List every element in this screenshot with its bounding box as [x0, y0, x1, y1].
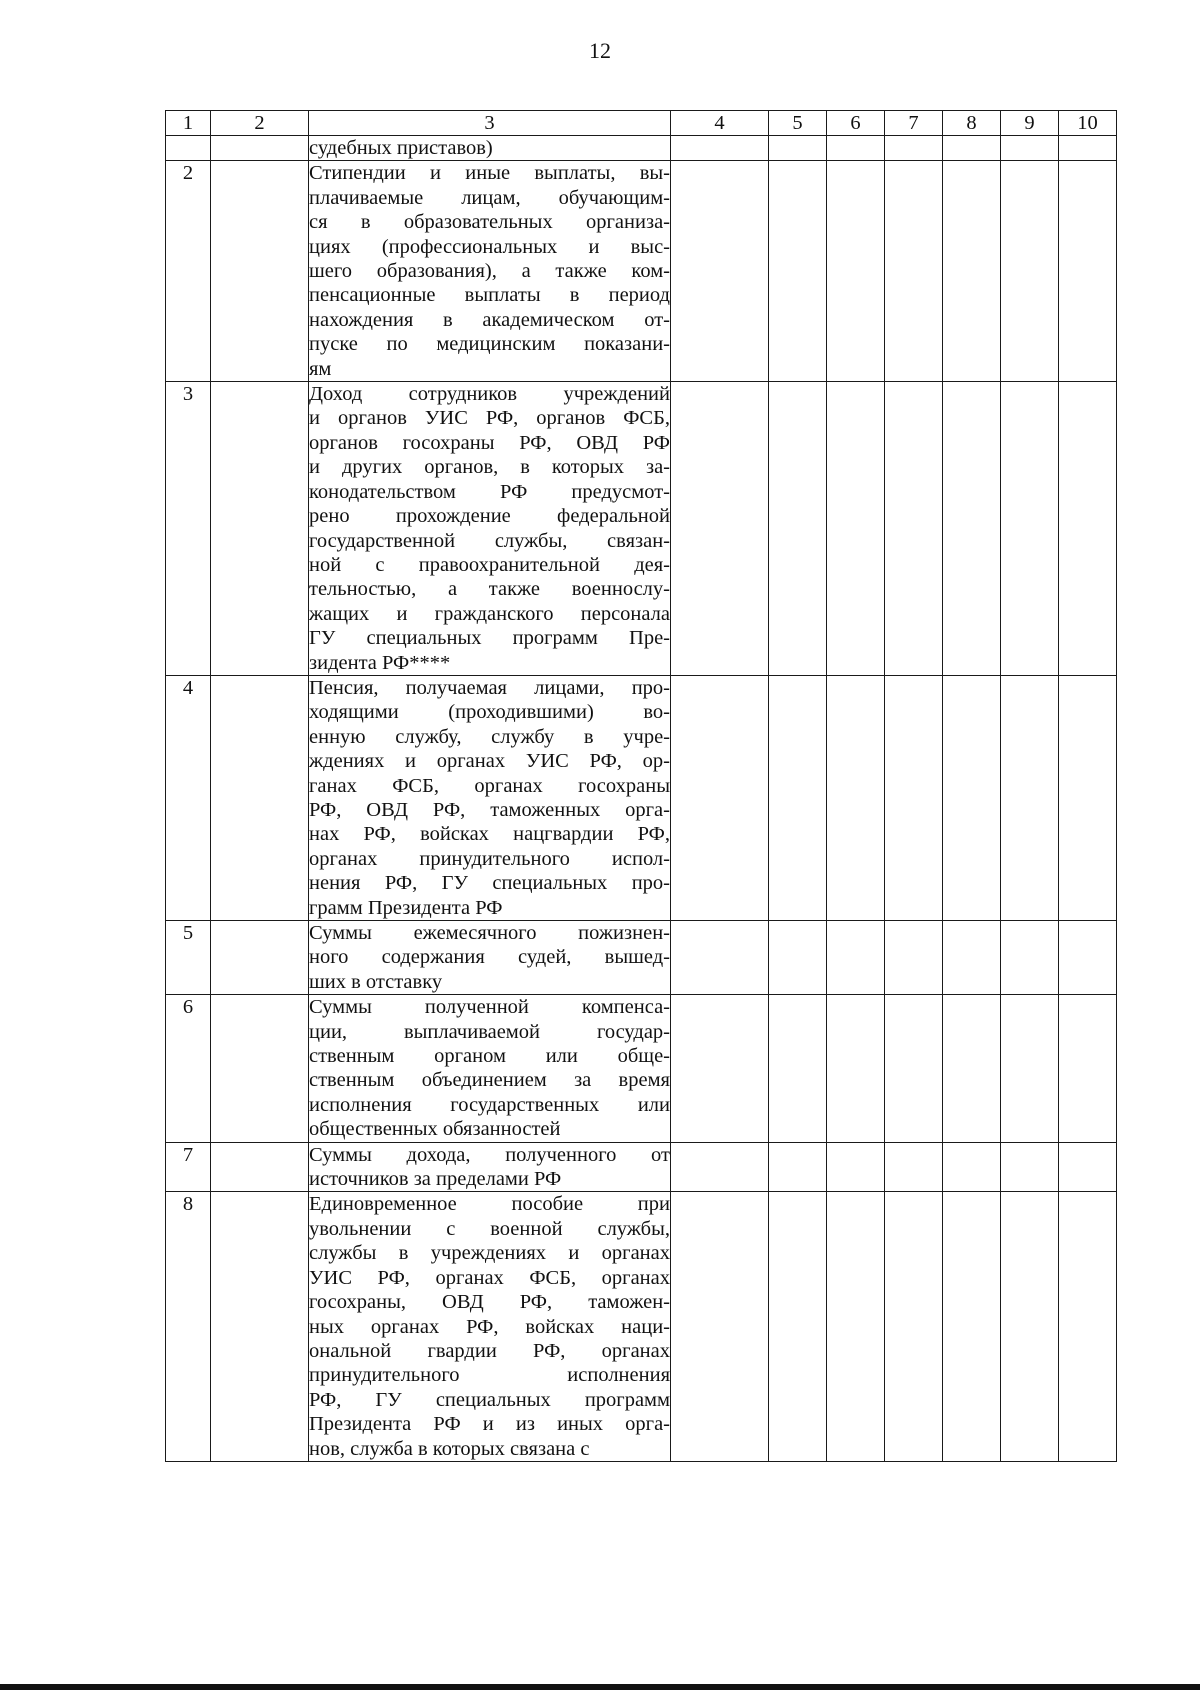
- column-9-cell: [1001, 136, 1059, 161]
- column-10-cell: [1059, 136, 1117, 161]
- column-9-cell: [1001, 1192, 1059, 1461]
- column-header-2: 2: [211, 111, 309, 136]
- table-row: [166, 995, 1117, 1142]
- description-line: рено прохождение федеральной: [309, 505, 670, 528]
- description-line: пенсационные выплаты в период: [309, 284, 670, 307]
- description-line: Стипендии и иные выплаты, вы-: [309, 162, 670, 185]
- description-line: Суммы ежемесячного пожизнен-: [309, 922, 670, 944]
- column-6-cell: [827, 995, 885, 1142]
- table-row: [166, 1192, 1117, 1461]
- description-line: исполнения государственных или: [309, 1093, 670, 1116]
- description-line: ждениях и органах УИС РФ, ор-: [309, 750, 670, 773]
- column-header-1: 1: [166, 111, 211, 136]
- column-9-cell: [1001, 995, 1059, 1142]
- income-description: [309, 1192, 671, 1461]
- column-8-cell: [943, 382, 1001, 676]
- table-body: [166, 136, 1117, 1462]
- column-6-cell: [827, 382, 885, 676]
- column-5-cell: [769, 161, 827, 382]
- column-9-cell: [1001, 675, 1059, 920]
- description-line: и органов УИС РФ, органов ФСБ,: [309, 407, 670, 430]
- income-description: [309, 921, 671, 995]
- description-line: ганах ФСБ, органах госохраны: [309, 774, 670, 797]
- description-line: нах РФ, войсках нацгвардии РФ,: [309, 823, 670, 846]
- column-5-cell: [769, 136, 827, 161]
- description-line: ных органах РФ, войсках наци-: [309, 1315, 670, 1338]
- description-line: органах принудительного испол-: [309, 847, 670, 870]
- row-number: 3: [166, 382, 211, 676]
- column-2-cell: [211, 1142, 309, 1192]
- description-line: ственным органом или обще-: [309, 1045, 670, 1068]
- column-10-cell: [1059, 995, 1117, 1142]
- column-5-cell: [769, 1142, 827, 1192]
- column-header-3: 3: [309, 111, 671, 136]
- column-8-cell: [943, 161, 1001, 382]
- column-6-cell: [827, 136, 885, 161]
- column-6-cell: [827, 675, 885, 920]
- column-2-cell: [211, 382, 309, 676]
- description-line: ного содержания судей, вышед-: [309, 946, 670, 969]
- column-2-cell: [211, 995, 309, 1142]
- description-line: ся в образовательных организа-: [309, 211, 670, 234]
- description-line: РФ, ОВД РФ, таможенных орга-: [309, 798, 670, 821]
- column-6-cell: [827, 161, 885, 382]
- page-number: 12: [589, 38, 611, 63]
- column-9-cell: [1001, 1142, 1059, 1192]
- row-number: 6: [166, 995, 211, 1142]
- description-line: Президента РФ и из иных орга-: [309, 1413, 670, 1436]
- description-line: общественных обязанностей: [309, 1118, 561, 1141]
- column-8-cell: [943, 136, 1001, 161]
- description-line: органов госохраны РФ, ОВД РФ: [309, 431, 670, 454]
- description-line: грамм Президента РФ: [309, 896, 503, 919]
- column-10-cell: [1059, 382, 1117, 676]
- income-table: [165, 110, 1117, 1462]
- income-description: [309, 161, 671, 382]
- description-line: принудительного исполнения: [309, 1364, 670, 1387]
- description-line: ГУ специальных программ Пре-: [309, 627, 670, 650]
- income-description: [309, 382, 671, 676]
- description-line: жащих и гражданского персонала: [309, 602, 670, 625]
- column-5-cell: [769, 382, 827, 676]
- column-4-cell: [671, 1142, 769, 1192]
- description-line: службы в учреждениях и органах: [309, 1242, 670, 1265]
- description-line: нения РФ, ГУ специальных про-: [309, 872, 670, 895]
- column-header-10: 10: [1059, 111, 1117, 136]
- row-number: 5: [166, 921, 211, 995]
- column-7-cell: [885, 921, 943, 995]
- column-7-cell: [885, 1192, 943, 1461]
- description-line: Суммы дохода, полученного от: [309, 1143, 670, 1166]
- table-row: [166, 1142, 1117, 1192]
- description-line: РФ, ГУ специальных программ: [309, 1388, 670, 1411]
- description-line: ной с правоохранительной дея-: [309, 553, 670, 576]
- header-row: [166, 111, 1117, 136]
- column-9-cell: [1001, 921, 1059, 995]
- description-line: и других органов, в которых за-: [309, 456, 670, 479]
- row-number: 7: [166, 1142, 211, 1192]
- row-number: [166, 136, 211, 161]
- row-number: 8: [166, 1192, 211, 1461]
- income-description: [309, 136, 671, 161]
- column-10-cell: [1059, 1142, 1117, 1192]
- description-line: ям: [309, 357, 332, 380]
- description-line: Пенсия, получаемая лицами, про-: [309, 676, 670, 699]
- description-line: конодательством РФ предусмот-: [309, 480, 670, 503]
- column-9-cell: [1001, 382, 1059, 676]
- column-5-cell: [769, 995, 827, 1142]
- column-7-cell: [885, 995, 943, 1142]
- column-8-cell: [943, 675, 1001, 920]
- column-2-cell: [211, 921, 309, 995]
- column-header-4: 4: [671, 111, 769, 136]
- description-line: увольнении с военной службы,: [309, 1217, 670, 1240]
- table-row: [166, 161, 1117, 382]
- column-10-cell: [1059, 1192, 1117, 1461]
- column-10-cell: [1059, 675, 1117, 920]
- row-number: 2: [166, 161, 211, 382]
- description-line: судебных приставов): [309, 137, 493, 159]
- description-line: государственной службы, связан-: [309, 529, 670, 552]
- column-10-cell: [1059, 161, 1117, 382]
- description-line: источников за пределами РФ: [309, 1168, 562, 1191]
- description-line: Единовременное пособие при: [309, 1193, 670, 1216]
- column-10-cell: [1059, 921, 1117, 995]
- income-description: [309, 1142, 671, 1192]
- column-4-cell: [671, 675, 769, 920]
- description-line: Доход сотрудников учреждений: [309, 383, 670, 406]
- column-4-cell: [671, 921, 769, 995]
- description-line: шего образования), а также ком-: [309, 260, 670, 283]
- income-description: [309, 675, 671, 920]
- description-line: нов, служба в которых связана с: [309, 1437, 590, 1460]
- column-7-cell: [885, 136, 943, 161]
- column-header-9: 9: [1001, 111, 1059, 136]
- column-6-cell: [827, 1192, 885, 1461]
- column-6-cell: [827, 921, 885, 995]
- column-2-cell: [211, 161, 309, 382]
- column-7-cell: [885, 1142, 943, 1192]
- bottom-scan-edge: [0, 1684, 1200, 1690]
- description-line: пуске по медицинским показани-: [309, 333, 670, 356]
- column-header-5: 5: [769, 111, 827, 136]
- column-header-6: 6: [827, 111, 885, 136]
- row-number: 4: [166, 675, 211, 920]
- description-line: нахождения в академическом от-: [309, 308, 670, 331]
- column-2-cell: [211, 675, 309, 920]
- description-line: Суммы полученной компенса-: [309, 996, 670, 1019]
- description-line: ональной гвардии РФ, органах: [309, 1339, 670, 1362]
- description-line: циях (профессиональных и выс-: [309, 235, 670, 258]
- description-line: госохраны, ОВД РФ, таможен-: [309, 1291, 670, 1314]
- description-line: ходящими (проходившими) во-: [309, 701, 670, 724]
- column-8-cell: [943, 1192, 1001, 1461]
- column-9-cell: [1001, 161, 1059, 382]
- description-line: УИС РФ, органах ФСБ, органах: [309, 1266, 670, 1289]
- column-header-8: 8: [943, 111, 1001, 136]
- column-2-cell: [211, 1192, 309, 1461]
- column-7-cell: [885, 382, 943, 676]
- column-8-cell: [943, 921, 1001, 995]
- column-header-7: 7: [885, 111, 943, 136]
- column-6-cell: [827, 1142, 885, 1192]
- income-description: [309, 995, 671, 1142]
- column-4-cell: [671, 1192, 769, 1461]
- table-row: [166, 921, 1117, 995]
- table-row: [166, 136, 1117, 161]
- column-8-cell: [943, 1142, 1001, 1192]
- column-7-cell: [885, 161, 943, 382]
- description-line: тельностью, а также военнослу-: [309, 578, 670, 601]
- description-line: ших в отставку: [309, 970, 443, 993]
- column-5-cell: [769, 675, 827, 920]
- column-4-cell: [671, 161, 769, 382]
- column-2-cell: [211, 136, 309, 161]
- column-8-cell: [943, 995, 1001, 1142]
- column-4-cell: [671, 995, 769, 1142]
- table-row: [166, 675, 1117, 920]
- table-row: [166, 382, 1117, 676]
- column-4-cell: [671, 382, 769, 676]
- description-line: зидента РФ****: [309, 651, 451, 674]
- column-5-cell: [769, 1192, 827, 1461]
- description-line: енную службу, службу в учре-: [309, 725, 670, 748]
- column-4-cell: [671, 136, 769, 161]
- column-5-cell: [769, 921, 827, 995]
- description-line: ции, выплачиваемой государ-: [309, 1020, 670, 1043]
- column-7-cell: [885, 675, 943, 920]
- description-line: ственным объединением за время: [309, 1069, 670, 1092]
- description-line: плачиваемые лицам, обучающим-: [309, 186, 670, 209]
